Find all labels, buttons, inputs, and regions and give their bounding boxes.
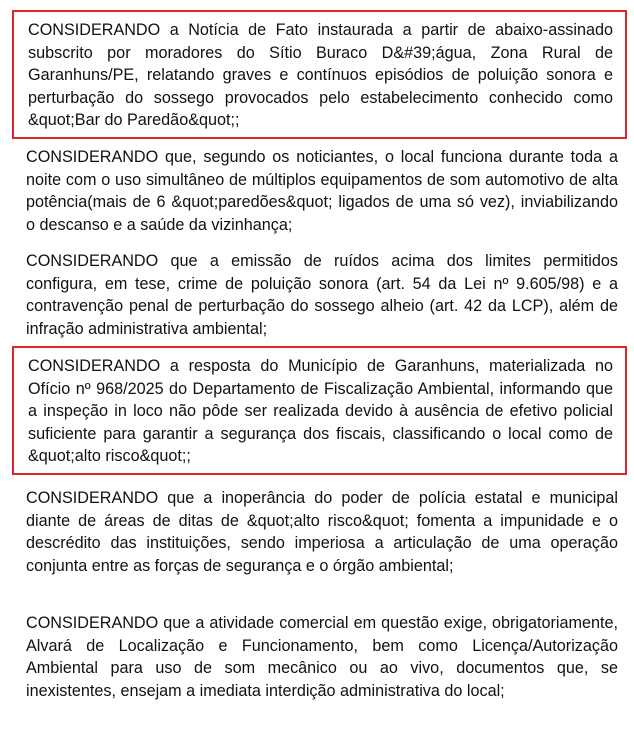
paragraph-inoperancia: CONSIDERANDO que a inoperância do poder de polícia estatal e municipal diante de áreas de ditas de &quot;alto risco&quot; fomenta a impunidade e o descrédito das instituições, sendo imperiosa a articulação de uma operação conjunta entre as forças de segurança e o órgão ambiental;	[26, 489, 618, 575]
paragraph-emissao-ruidos: CONSIDERANDO que a emissão de ruídos acima dos limites permitidos configura, em tese, crime de poluição sonora (art. 54 da Lei nº 9.605/98) e a contravenção penal de perturbação do sossego alheio (art. 42 da LCP), além de infração administrativa ambiental;	[26, 252, 618, 338]
paragraph-resposta-municipio: CONSIDERANDO a resposta do Município de Garanhuns, materializada no Ofício nº 968/2025 do Departamento de Fiscalização Ambiental, informando que a inspeção in loco não pôde ser realizada devido à ausência de efetivo policial suficiente para garantir a segurança dos fiscais, classificando o local como de &quot;alto risco&quot;;	[12, 346, 627, 475]
paragraph-atividade-comercial: CONSIDERANDO que a atividade comercial em questão exige, obrigatoriamente, Alvará de Localização e Funcionamento, bem como Licença/Autorização Ambiental para uso de som mecânico ou ao vivo, documentos que, se inexistentes, ensejam a imediata interdição administrativa do local;	[26, 614, 618, 700]
paragraph-noticia-de-fato: CONSIDERANDO a Notícia de Fato instaurada a partir de abaixo-assinado subscrito por moradores do Sítio Buraco D&#39;água, Zona Rural de Garanhuns/PE, relatando graves e contínuos episódios de poluição sonora e perturbação do sossego provocados pelo estabelecimento conhecido como &quot;Bar do Paredão&quot;;	[12, 10, 627, 139]
paragraph-noticiantes: CONSIDERANDO que, segundo os noticiantes, o local funciona durante toda a noite com o uso simultâneo de múltiplos equipamentos de som automotivo de alta potência(mais de 6 &quot;paredões&quot; ligados de uma só vez), inviabilizando o descanso e a saúde da vizinhança;	[26, 148, 618, 234]
